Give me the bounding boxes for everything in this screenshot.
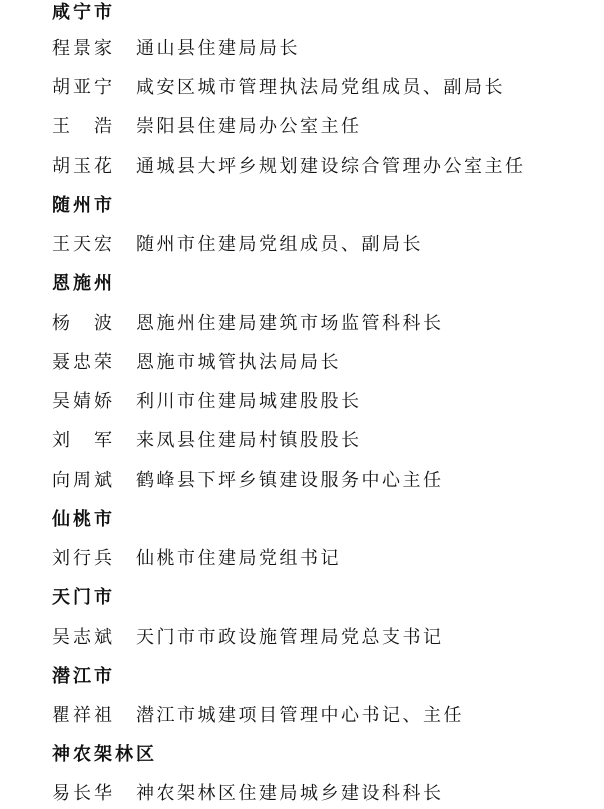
list-item [52,230,423,260]
region-heading: 咸宁市 [52,2,115,23]
person-title: 天门市市政设施管理局党总支书记 [136,627,444,648]
person-name: 胡玉花 [52,156,115,177]
person-name: 聂忠荣 [52,352,115,373]
person-title: 利川市住建局城建股股长 [136,391,362,412]
person-title: 鹤峰县下坪乡镇建设服务中心主任 [136,470,444,491]
list-item [52,34,300,64]
person-title: 神农架林区住建局城乡建设科科长 [136,783,444,804]
person-title: 潜江市城建项目管理中心书记、主任 [136,705,464,726]
person-name: 程景家 [52,38,115,59]
list-item [52,309,444,339]
list-item [52,152,526,182]
person-name: 易长华 [52,783,115,804]
region-heading: 恩施州 [52,273,115,294]
person-name: 刘 军 [52,430,115,451]
region-heading: 神农架林区 [52,744,157,765]
list-item [52,701,464,731]
person-title: 来凤县住建局村镇股股长 [136,430,362,451]
list-item [52,348,341,378]
person-name: 刘行兵 [52,548,115,569]
person-title: 随州市住建局党组成员、副局长 [136,234,423,255]
person-name: 吴婧娇 [52,391,115,412]
list-item [52,426,362,456]
person-title: 仙桃市住建局党组书记 [136,548,341,569]
list-item [52,387,362,417]
list-item [52,466,444,496]
list-item [52,112,362,142]
list-item [52,544,341,574]
list-item [52,779,444,809]
person-title: 咸安区城市管理执法局党组成员、副局长 [136,77,505,98]
list-item [52,73,505,103]
person-title: 恩施州住建局建筑市场监管科科长 [136,313,444,334]
person-name: 向周斌 [52,470,115,491]
person-name: 吴志斌 [52,627,115,648]
person-title: 恩施市城管执法局局长 [136,352,341,373]
region-heading: 潜江市 [52,666,115,687]
person-title: 崇阳县住建局办公室主任 [136,116,362,137]
region-heading: 随州市 [52,195,115,216]
person-title: 通城县大坪乡规划建设综合管理办公室主任 [136,156,526,177]
person-name: 瞿祥祖 [52,705,115,726]
person-title: 通山县住建局局长 [136,38,300,59]
person-name: 王天宏 [52,234,115,255]
region-heading: 仙桃市 [52,509,115,530]
person-name: 王 浩 [52,116,115,137]
list-item [52,623,444,653]
person-name: 杨 波 [52,313,115,334]
region-heading: 天门市 [52,587,115,608]
person-name: 胡亚宁 [52,77,115,98]
